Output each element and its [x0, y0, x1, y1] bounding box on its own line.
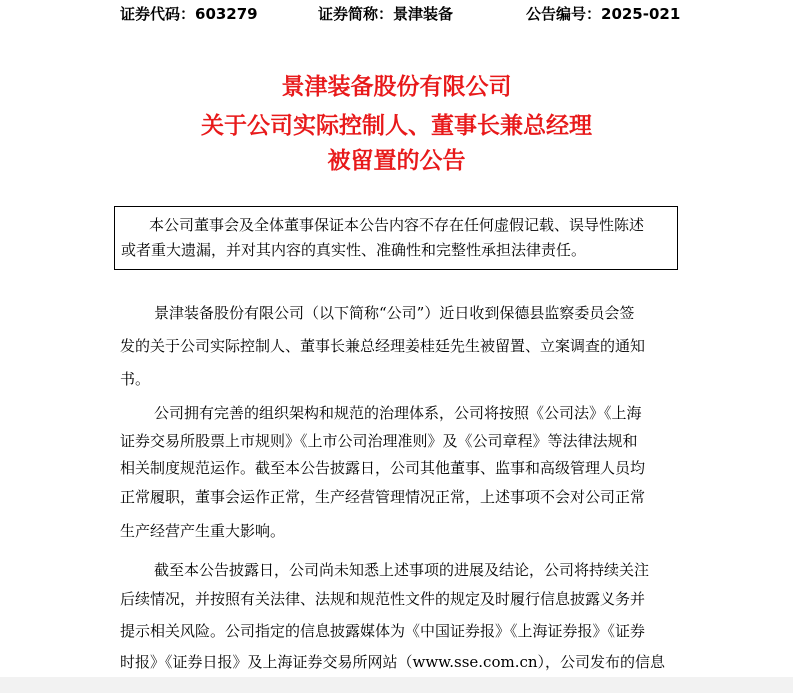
- paragraph-line: 时报》《证券日报》及上海证券交易所网站（www.sse.com.cn），公司发布的信息: [120, 653, 666, 671]
- announcement-header: [0, 4, 793, 24]
- disclaimer-line: 本公司董事会及全体董事保证本公告内容不存在任何虚假记载、误导性陈述: [149, 216, 645, 234]
- paragraph-line: 生产经营产生重大影响。: [120, 522, 286, 540]
- paragraph-line: 公司拥有完善的组织架构和规范的治理体系，公司将按照《公司法》《上海: [154, 404, 642, 422]
- disclaimer-box: [114, 206, 678, 270]
- paragraph-line: 发的关于公司实际控制人、董事长兼总经理姜桂廷先生被留置、立案调查的通知: [120, 337, 646, 355]
- paragraph-line: 证券交易所股票上市规则》《上市公司治理准则》及《公司章程》等法律法规和: [120, 432, 638, 450]
- announcement-number: 公告编号：2025-021: [526, 5, 681, 23]
- stock-short-name: 证券简称：景津装备: [318, 5, 454, 23]
- paragraph-line: 截至本公告披露日，公司尚未知悉上述事项的进展及结论，公司将持续关注: [154, 561, 650, 579]
- paragraph-line: 提示相关风险。公司指定的信息披露媒体为《中国证券报》《上海证券报》《证券: [120, 622, 646, 640]
- paragraph-line: 后续情况，并按照有关法律、法规和规范性文件的规定及时履行信息披露义务并: [120, 590, 646, 608]
- title-subject: 关于公司实际控制人、董事长兼总经理: [201, 113, 592, 139]
- paragraph-line: 相关制度规范运作。截至本公告披露日，公司其他董事、监事和高级管理人员均: [120, 459, 646, 477]
- title-company-name: 景津装备股份有限公司: [281, 74, 512, 100]
- paragraph-line: 景津装备股份有限公司（以下简称“公司”）近日收到保德县监察委员会签: [154, 304, 635, 322]
- paragraph-line: 正常履职，董事会运作正常，生产经营管理情况正常，上述事项不会对公司正常: [120, 488, 646, 506]
- paragraph-line: 书。: [120, 370, 151, 388]
- viewer-bottom-strip: [0, 677, 793, 693]
- stock-code: 证券代码：603279: [120, 5, 258, 23]
- title-announcement: 被留置的公告: [327, 148, 466, 174]
- disclaimer-line: 或者重大遗漏，并对其内容的真实性、准确性和完整性承担法律责任。: [121, 241, 587, 259]
